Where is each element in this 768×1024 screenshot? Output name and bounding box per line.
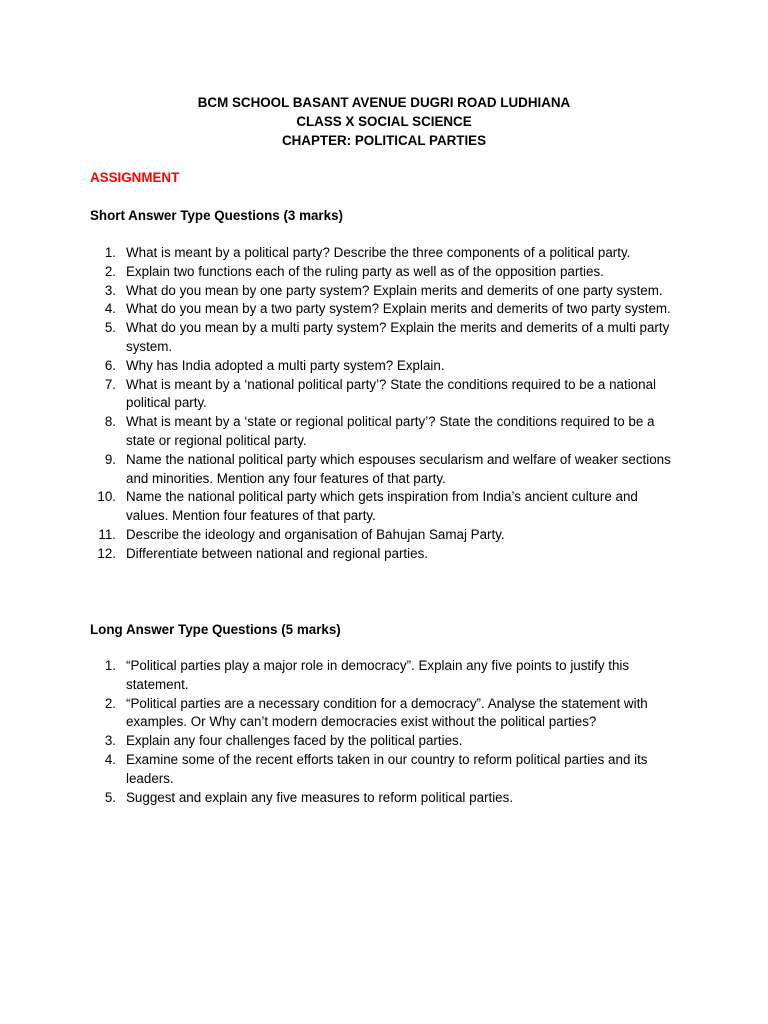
question-number: 10. xyxy=(97,489,116,505)
short-question-item xyxy=(90,263,690,282)
question-number: 11. xyxy=(98,526,116,542)
question-text: “Political parties are a necessary condition for a democracy”. Analyse the statement with examples. Or Why can’t modern democracies exist without the political parties? xyxy=(126,695,648,730)
chapter-title: CHAPTER: POLITICAL PARTIES xyxy=(281,133,487,148)
question-number: 6. xyxy=(104,357,116,373)
question-text: Differentiate between national and regional parties. xyxy=(126,545,428,561)
short-question-item xyxy=(90,413,690,451)
short-question-item xyxy=(90,282,690,301)
short-question-item xyxy=(90,451,690,489)
question-number: 2. xyxy=(104,263,116,279)
question-text: Describe the ideology and organisation of Bahujan Samaj Party. xyxy=(126,526,505,542)
question-number: 1. xyxy=(104,658,116,673)
short-answer-list xyxy=(90,244,690,564)
question-text: What do you mean by a multi party system? Explain the merits and demerits of a multi party system. xyxy=(126,320,670,354)
question-number: 7. xyxy=(104,376,116,392)
question-text: Name the national political party which gets inspiration from India’s ancient culture and values. Mention four features of that party. xyxy=(126,489,638,524)
long-answer-title: Long Answer Type Questions (5 marks) xyxy=(90,622,341,637)
class-title: CLASS X SOCIAL SCIENCE xyxy=(296,114,472,129)
question-number: 1. xyxy=(104,245,116,260)
long-question-item xyxy=(90,789,690,808)
school-name: BCM SCHOOL BASANT AVENUE DUGRI ROAD LUDHIANA xyxy=(197,95,571,110)
question-text: What is meant by a ‘state or regional political party’? State the conditions required to be a state or regional political party. xyxy=(126,414,655,448)
short-answer-title: Short Answer Type Questions (3 marks) xyxy=(90,208,343,223)
long-answer-list xyxy=(90,657,690,807)
question-text: Examine some of the recent efforts taken in our country to reform political parties and its leaders. xyxy=(126,751,648,786)
short-question-item xyxy=(90,357,690,376)
question-number: 4. xyxy=(104,301,116,317)
question-number: 2. xyxy=(104,695,116,711)
question-text: “Political parties play a major role in democracy”. Explain any five points to justify this statement. xyxy=(126,658,630,692)
question-text: Explain two functions each of the ruling party as well as of the opposition parties. xyxy=(126,263,604,279)
long-question-item xyxy=(90,751,690,789)
document-header xyxy=(0,93,768,150)
question-text: Why has India adopted a multi party system? Explain. xyxy=(126,357,445,373)
short-question-item xyxy=(90,488,690,526)
question-text: What is meant by a ‘national political party’? State the conditions required to be a national political party. xyxy=(126,376,656,411)
question-number: 12. xyxy=(97,545,116,561)
question-text: Explain any four challenges faced by the political parties. xyxy=(126,733,463,749)
short-question-item xyxy=(90,376,690,414)
question-number: 8. xyxy=(104,414,116,430)
question-number: 5. xyxy=(104,789,116,805)
question-number: 4. xyxy=(104,751,116,767)
short-question-item xyxy=(90,300,690,319)
question-number: 9. xyxy=(104,451,116,467)
question-text: What do you mean by a two party system? Explain merits and demerits of two party system. xyxy=(126,301,671,317)
question-text: What is meant by a political party? Describe the three components of a political party. xyxy=(126,245,631,260)
question-number: 3. xyxy=(104,282,116,298)
question-text: Suggest and explain any five measures to reform political parties. xyxy=(126,789,514,805)
question-number: 5. xyxy=(104,320,116,336)
short-question-item xyxy=(90,244,690,263)
assignment-label: ASSIGNMENT xyxy=(90,170,180,185)
long-question-item xyxy=(90,732,690,751)
question-text: Name the national political party which espouses secularism and welfare of weaker sections and minorities. Mention any four features of that party. xyxy=(126,451,671,486)
question-number: 3. xyxy=(104,733,116,749)
question-text: What do you mean by one party system? Explain merits and demerits of one party system. xyxy=(126,282,663,298)
short-question-item xyxy=(90,319,690,357)
short-question-item xyxy=(90,545,690,564)
long-question-item xyxy=(90,657,690,695)
long-question-item xyxy=(90,695,690,733)
short-question-item xyxy=(90,526,690,545)
